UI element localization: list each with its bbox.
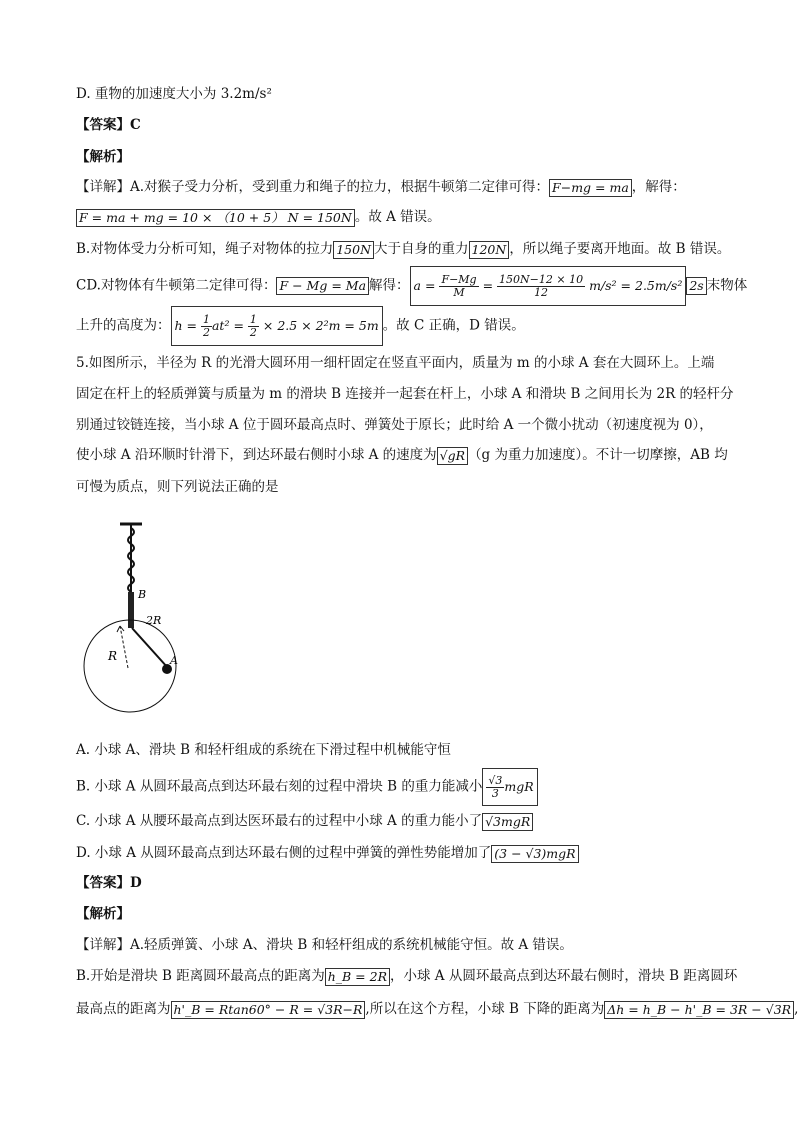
fraction bbox=[248, 314, 259, 339]
formula-box: h_B = 2R bbox=[325, 968, 390, 986]
formula-box: h'_B = Rtan60° − R = √3R−R bbox=[171, 1001, 366, 1019]
text: 。故 C 正确，D 错误。 bbox=[382, 317, 525, 334]
numerator: √3 bbox=[488, 774, 503, 787]
numerator: F−Mg bbox=[441, 273, 477, 286]
text: 最高点的距离为 bbox=[76, 1001, 171, 1017]
q4-answer-label: 【答案】C bbox=[76, 117, 141, 133]
ring-spring-figure bbox=[100, 518, 220, 708]
numerator: 150N−12 × 10 bbox=[499, 273, 584, 286]
q4-detail-a-line1 bbox=[76, 178, 686, 197]
q5-answer-label: 【答案】D bbox=[76, 875, 142, 891]
text: 上升的高度为： bbox=[76, 317, 171, 334]
text: 末物体 bbox=[706, 277, 748, 294]
q4-option-d: D. 重物的加速度大小为 3.2m/s² bbox=[76, 86, 272, 102]
formula-box-height bbox=[171, 306, 383, 346]
text: m/s² = 2.5m/s² bbox=[589, 278, 683, 293]
formula-box: F = ma + mg = 10 × （10 + 5） N = 150N bbox=[76, 209, 355, 227]
fraction bbox=[201, 314, 212, 339]
text: × 2.5 × 2²m = 5m bbox=[262, 318, 379, 333]
text: D. 小球 A 从圆环最高点到达环最右侧的过程中弹簧的弹性势能增加了 bbox=[76, 845, 492, 861]
text: B. 小球 A 从圆环最高点到达环最右刻的过程中滑块 B 的重力能减小 bbox=[76, 778, 483, 795]
q5-option-a: A. 小球 A、滑块 B 和轻杆组成的系统在下滑过程中机械能守恒 bbox=[76, 742, 451, 758]
text: 。故 A 错误。 bbox=[354, 209, 441, 225]
text: mgR bbox=[504, 779, 534, 794]
label-2r: 2R bbox=[146, 614, 162, 627]
text: h = bbox=[174, 318, 197, 333]
fraction bbox=[439, 274, 478, 299]
formula-box bbox=[482, 768, 537, 806]
label-a: A bbox=[170, 654, 178, 667]
formula-box: (3 − √3)mgR bbox=[491, 845, 578, 863]
denominator: 2 bbox=[202, 326, 210, 339]
formula-box: F−mg = ma bbox=[549, 179, 632, 197]
q4-analysis-label: 【解析】 bbox=[76, 149, 130, 165]
denominator: 3 bbox=[491, 787, 499, 800]
text: B.对物体受力分析可知，绳子对物体的拉力 bbox=[76, 241, 334, 257]
numerator: 1 bbox=[249, 313, 257, 326]
formula-box: √gR bbox=[437, 447, 468, 465]
text: at² = bbox=[211, 318, 244, 333]
text: ，解得： bbox=[631, 179, 686, 195]
big-ring bbox=[84, 620, 176, 712]
text: 【详解】A.对猴子受力分析，受到重力和绳子的拉力，根据牛顿第二定律可得： bbox=[76, 179, 550, 195]
text: （g 为重力加速度）。不计一切摩擦，AB 均 bbox=[468, 447, 728, 463]
text: 解得： bbox=[369, 277, 410, 294]
fraction bbox=[497, 274, 585, 299]
q5-detail-b-line1 bbox=[76, 967, 737, 986]
slider-b bbox=[128, 592, 134, 628]
q5-stem-line3: 别通过铰链连接，当小球 A 位于圆环最高点时、弹簧处于原长；此时给 A 一个微小扰动（初速度视为 0）， bbox=[76, 417, 713, 433]
q4-detail-b bbox=[76, 240, 730, 259]
formula-box-acceleration bbox=[410, 266, 687, 306]
text: C. 小球 A 从腰环最高点到达医环最右的过程中小球 A 的重力能小了 bbox=[76, 813, 483, 829]
text: ,所以在这个方程，小球 B 下降的距离为 bbox=[365, 1001, 605, 1017]
q4-detail-cd-line2 bbox=[76, 306, 525, 346]
q5-stem-line2: 固定在杆上的轻质弹簧与质量为 m 的滑块 B 连接并一起套在杆上，小球 A 和滑块 B 之间用长为 2R 的轻杆分 bbox=[76, 386, 734, 402]
denominator: 2 bbox=[249, 326, 257, 339]
text: B.开始是滑块 B 距离圆环最高点的距离为 bbox=[76, 968, 325, 984]
formula-box: 2s bbox=[686, 277, 706, 295]
q5-detail-a: 【详解】A.轻质弹簧、小球 A、滑块 B 和轻杆组成的系统机械能守恒。故 A 错误。 bbox=[76, 937, 573, 953]
formula-box: Δh = h_B − h'_B = 3R − √3R bbox=[604, 1001, 794, 1019]
denominator: 12 bbox=[534, 286, 549, 299]
label-r: R bbox=[108, 649, 118, 663]
q5-stem-line5: 可慢为质点，则下列说法正确的是 bbox=[76, 479, 279, 495]
text: a = bbox=[413, 278, 436, 293]
text: ，所以绳子要离开地面。故 B 错误。 bbox=[509, 241, 731, 257]
text: CD.对物体有牛顿第二定律可得： bbox=[76, 277, 277, 294]
text: = bbox=[482, 278, 494, 293]
radius-line bbox=[120, 626, 128, 668]
q5-stem-line4 bbox=[76, 446, 728, 465]
text: ，小球 A 从圆环最高点到达环最右侧时，滑块 B 距离圆环 bbox=[390, 968, 738, 984]
fraction bbox=[486, 775, 504, 800]
q5-analysis-label: 【解析】 bbox=[76, 906, 130, 922]
q5-option-d bbox=[76, 844, 579, 863]
formula-box: 120N bbox=[469, 241, 510, 259]
text: 大于自身的重力 bbox=[374, 241, 469, 257]
denominator: M bbox=[453, 286, 465, 299]
text: 使小球 A 沿环顺时针滑下，到达环最右侧时小球 A 的速度为 bbox=[76, 447, 437, 463]
formula-box: 150N bbox=[333, 241, 374, 259]
formula-box: √3mgR bbox=[482, 813, 533, 831]
q5-detail-b-line2 bbox=[76, 1000, 798, 1019]
numerator: 1 bbox=[202, 313, 210, 326]
q5-option-c bbox=[76, 812, 533, 831]
q4-detail-cd-line1 bbox=[76, 266, 747, 306]
q5-option-b bbox=[76, 768, 538, 806]
q5-stem-line1: 5.如图所示，半径为 R 的光滑大圆环用一细杆固定在竖直平面内，质量为 m 的小球 A 套在大圆环上。上端 bbox=[76, 355, 715, 371]
label-b: B bbox=[138, 588, 147, 601]
q4-detail-a-line2 bbox=[76, 208, 441, 227]
formula-box: F − Mg = Ma bbox=[276, 277, 369, 295]
text: , bbox=[794, 1001, 798, 1017]
